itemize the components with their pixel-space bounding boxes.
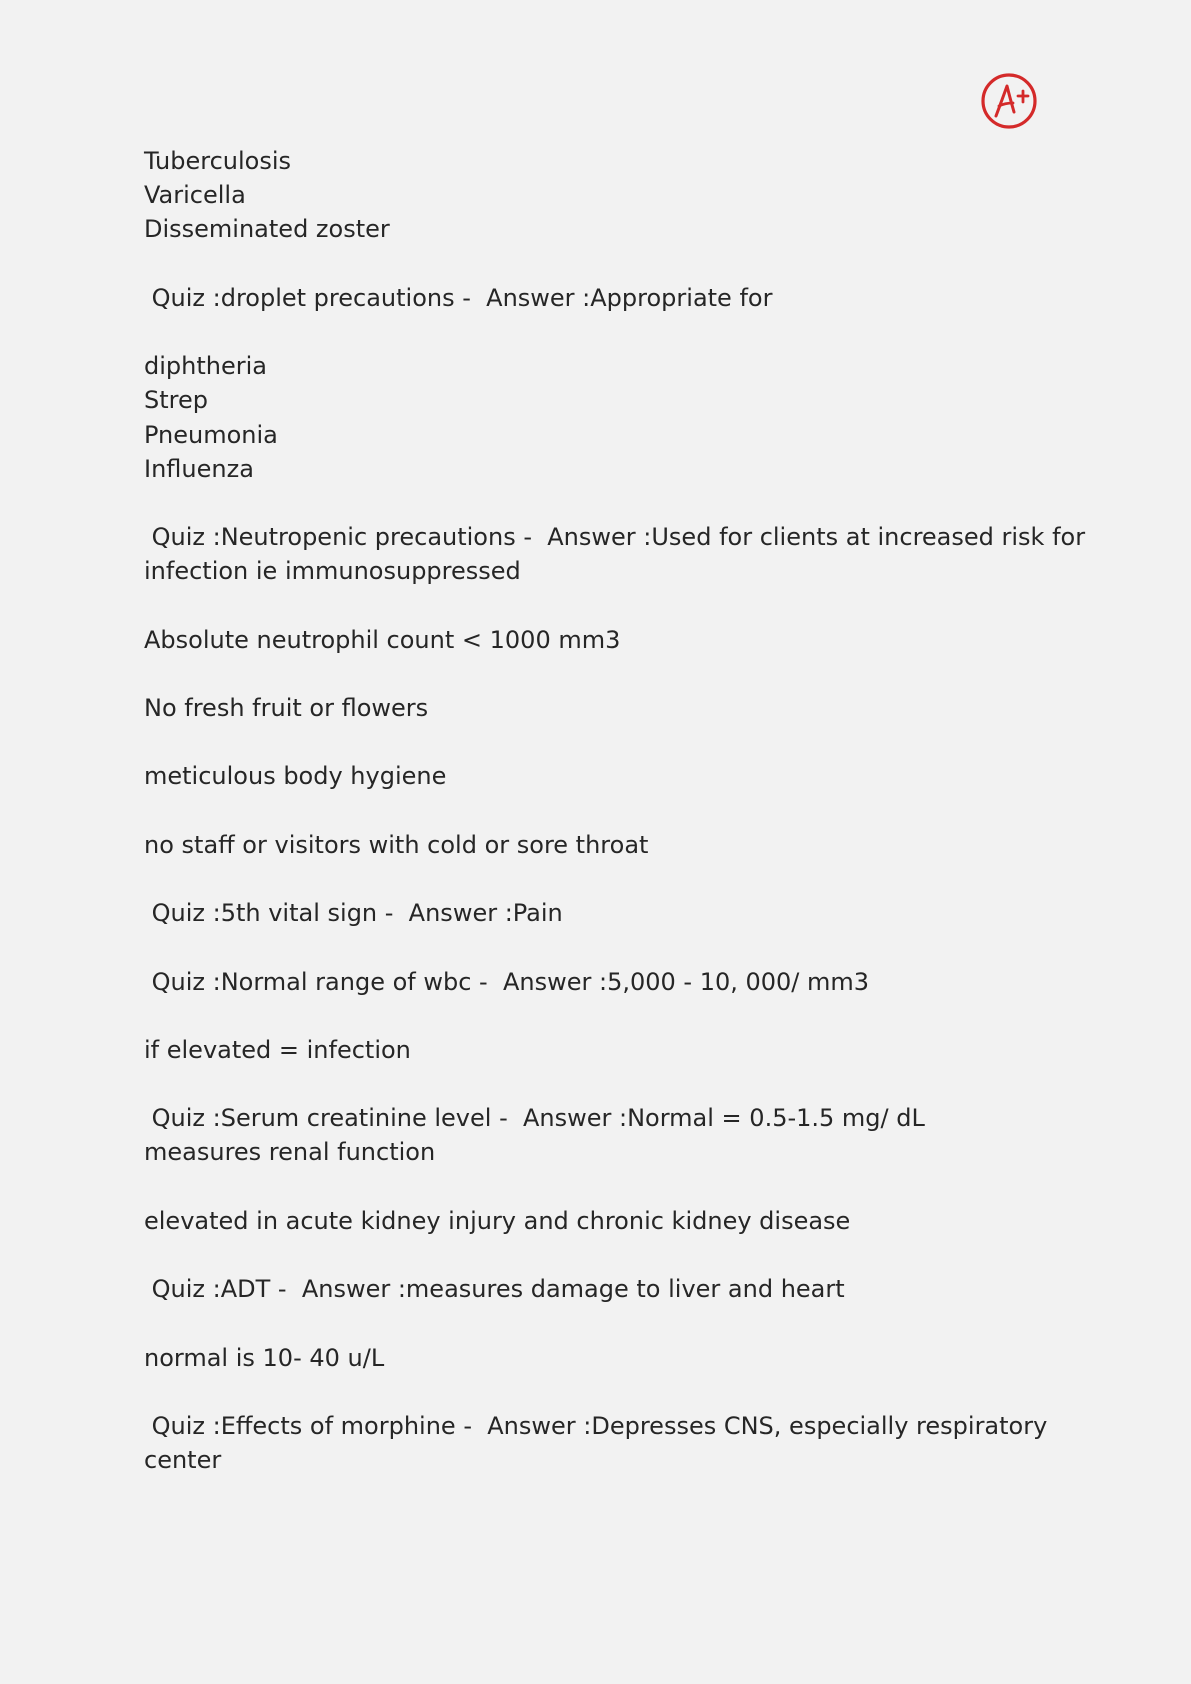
grade-stamp-icon bbox=[980, 72, 1038, 130]
blank-line bbox=[144, 930, 1044, 964]
blank-line bbox=[144, 1170, 1044, 1204]
quiz-line: Quiz :Normal range of wbc - Answer :5,000 - 10, 000/ mm3 bbox=[144, 967, 870, 996]
blank-line bbox=[144, 657, 1044, 691]
text-line: Varicella bbox=[144, 181, 246, 210]
text-line: Strep bbox=[144, 386, 208, 415]
text-line: Absolute neutrophil count < 1000 mm3 bbox=[144, 625, 621, 654]
text-line: center bbox=[144, 1446, 222, 1475]
blank-line bbox=[144, 588, 1044, 622]
blank-line bbox=[144, 315, 1044, 349]
text-line: measures renal function bbox=[144, 1138, 436, 1167]
blank-line bbox=[144, 1067, 1044, 1101]
grade-badge bbox=[980, 72, 1038, 130]
blank-line bbox=[144, 725, 1044, 759]
text-line: diphtheria bbox=[144, 352, 267, 381]
text-line: if elevated = infection bbox=[144, 1035, 411, 1064]
text-line: infection ie immunosuppressed bbox=[144, 557, 521, 586]
text-line: normal is 10- 40 u/L bbox=[144, 1343, 385, 1372]
text-line: no staff or visitors with cold or sore throat bbox=[144, 830, 649, 859]
blank-line bbox=[144, 486, 1044, 520]
quiz-line: Quiz :ADT - Answer :measures damage to liver and heart bbox=[144, 1275, 845, 1304]
text-line: Pneumonia bbox=[144, 420, 278, 449]
blank-line bbox=[144, 1375, 1044, 1409]
blank-line bbox=[144, 862, 1044, 896]
blank-line bbox=[144, 999, 1044, 1033]
text-line: No fresh fruit or flowers bbox=[144, 694, 429, 722]
text-line: Disseminated zoster bbox=[144, 215, 390, 244]
quiz-line: Quiz :Serum creatinine level - Answer :Normal = 0.5-1.5 mg/ dL bbox=[144, 1104, 925, 1133]
quiz-line: Quiz :Effects of morphine - Answer :Depresses CNS, especially respiratory bbox=[144, 1411, 1048, 1440]
quiz-line: Quiz :Neutropenic precautions - Answer :Used for clients at increased risk for bbox=[144, 523, 1086, 552]
blank-line bbox=[144, 1238, 1044, 1272]
text-line: meticulous body hygiene bbox=[144, 762, 447, 791]
text-line: Tuberculosis bbox=[144, 147, 291, 175]
text-line: elevated in acute kidney injury and chronic kidney disease bbox=[144, 1206, 851, 1235]
blank-line bbox=[144, 794, 1044, 828]
blank-line bbox=[144, 247, 1044, 281]
document-body bbox=[144, 144, 1086, 1477]
blank-line bbox=[144, 1306, 1044, 1340]
text-line: Influenza bbox=[144, 454, 254, 483]
quiz-line: Quiz :droplet precautions - Answer :Appropriate for bbox=[144, 283, 773, 312]
quiz-line: Quiz :5th vital sign - Answer :Pain bbox=[144, 899, 563, 928]
